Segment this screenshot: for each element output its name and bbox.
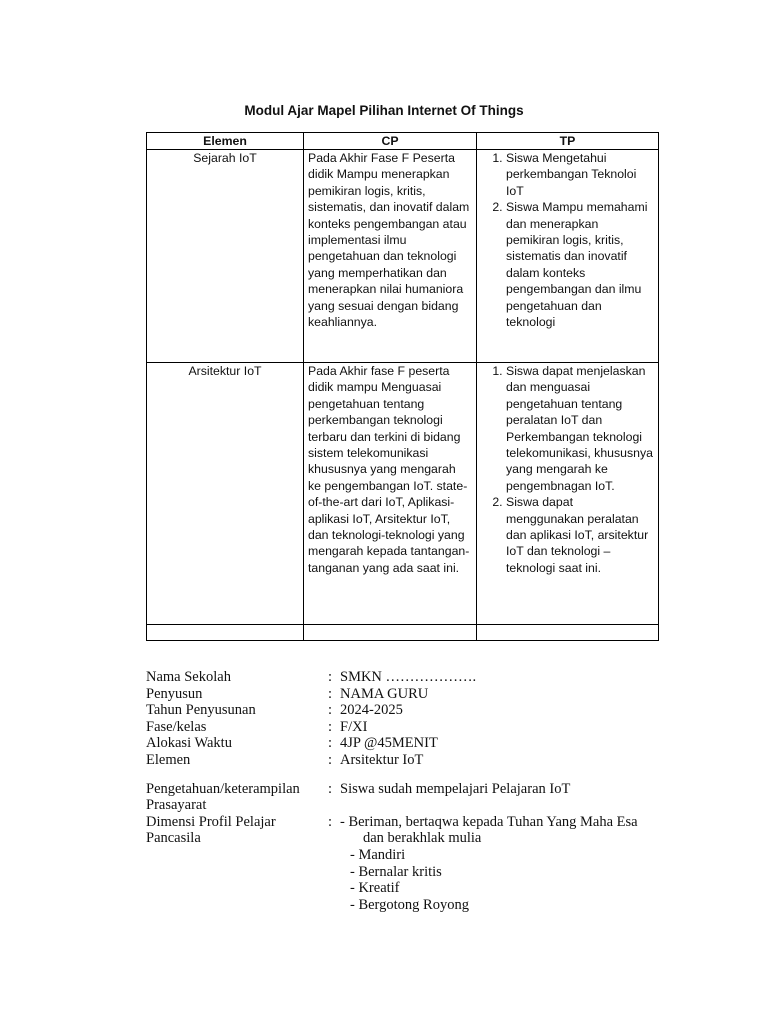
cell-empty (304, 625, 477, 641)
info-separator: : (328, 751, 333, 768)
profil-item: - Mandiri (350, 846, 406, 863)
tp-item: 1. Siswa dapat menjelaskan dan menguasai pengetahuan tentang peralatan IoT dan Perkembangan teknologi telekomunikasi, khususnya yang mengarah ke pengembnagan IoT. (506, 363, 654, 494)
info-value: Siswa sudah mempelajari Pelajaran IoT (340, 780, 571, 797)
profil-item: - Bernalar kritis (350, 863, 442, 880)
table-row (147, 363, 659, 625)
table-row-empty (147, 625, 659, 641)
document-title: Modul Ajar Mapel Pilihan Internet Of Things (244, 103, 524, 118)
info-label-line: Prasayarat (146, 797, 207, 814)
header-cp: CP (304, 133, 477, 150)
info-value: NAMA GURU (340, 685, 429, 702)
info-row-sekolah (146, 669, 638, 686)
info-row-profil (146, 814, 638, 914)
info-label: Alokasi Waktu (146, 735, 232, 752)
info-row-fase (146, 719, 638, 736)
info-separator: : (328, 669, 333, 685)
table-row (147, 150, 659, 363)
profil-item: - Kreatif (350, 880, 400, 897)
info-value: 2024-2025 (340, 702, 403, 719)
info-row-elemen (146, 752, 638, 769)
tp-item: 2. Siswa dapat menggunakan peralatan dan aplikasi IoT, arsitektur IoT dan teknologi – teknologi saat ini. (506, 494, 654, 576)
tp-list (481, 363, 654, 576)
info-row-prasyarat (146, 781, 638, 814)
info-label-line: Pengetahuan/keterampilan (146, 780, 300, 797)
info-label (146, 781, 328, 814)
profil-item: - Bergotong Royong (350, 896, 469, 913)
tp-item: 2. Siswa Mampu memahami dan menerapkan pemikiran logis, kritis, sistematis dan inovatif dalam konteks pengembangan dan ilmu pengetahuan dan teknologi (506, 199, 654, 330)
info-label (146, 814, 328, 914)
table-header-row (147, 133, 659, 150)
info-label: Elemen (146, 751, 191, 768)
cell-empty (147, 625, 304, 641)
cell-empty (477, 625, 659, 641)
info-label: Fase/kelas (146, 718, 207, 735)
info-row-alokasi (146, 735, 638, 752)
info-row-penyusun (146, 686, 638, 703)
cell-elemen: Sejarah IoT (147, 150, 304, 363)
info-separator: : (328, 702, 333, 719)
module-table (146, 132, 659, 641)
info-label: Penyusun (146, 685, 203, 702)
info-label: Nama Sekolah (146, 669, 231, 685)
profil-item: - Beriman, bertaqwa kepada Tuhan Yang Maha Esa (340, 813, 638, 830)
info-separator: : (328, 718, 333, 735)
info-value: 4JP @45MENIT (340, 735, 438, 752)
info-separator: : (328, 813, 333, 830)
tp-list (481, 150, 654, 330)
info-label: Tahun Penyusunan (146, 702, 256, 719)
module-info (146, 669, 638, 913)
cell-cp: Pada Akhir Fase F Peserta didik Mampu menerapkan pemikiran logis, kritis, sistematis, dan inovatif dalam konteks pengembangan atau implementasi ilmu pengetahuan dan teknologi yang memperhatikan dan menerapkan nilai humaniora yang sesuai dengan bidang keahliannya. (304, 150, 477, 363)
profil-list (340, 814, 638, 914)
info-value: SMKN ………………. (340, 669, 477, 685)
cell-tp (477, 363, 659, 625)
cell-elemen: Arsitektur IoT (147, 363, 304, 625)
header-elemen: Elemen (147, 133, 304, 150)
info-separator: : (328, 735, 333, 752)
info-value: Arsitektur IoT (340, 751, 424, 768)
cell-cp: Pada Akhir fase F peserta didik mampu Menguasai pengetahuan tentang perkembangan teknologi terbaru dan terkini di bidang sistem telekomunikasi khususnya yang mengarah ke pengembangan IoT. state-of-the-art dari IoT, Aplikasi-aplikasi IoT, Arsitektur IoT, dan teknologi-teknologi yang mengarah kepada tantangan-tanganan yang ada saat ini. (304, 363, 477, 625)
info-row-tahun (146, 702, 638, 719)
info-label-line: Pancasila (146, 830, 201, 847)
info-separator: : (328, 780, 333, 797)
profil-item-continuation: dan berakhlak mulia (363, 830, 482, 847)
cell-tp (477, 150, 659, 363)
info-separator: : (328, 685, 333, 702)
info-value: F/XI (340, 718, 368, 735)
header-tp: TP (477, 133, 659, 150)
info-label-line: Dimensi Profil Pelajar (146, 813, 276, 830)
tp-item: 1. Siswa Mengetahui perkembangan Teknoloi IoT (506, 150, 654, 199)
